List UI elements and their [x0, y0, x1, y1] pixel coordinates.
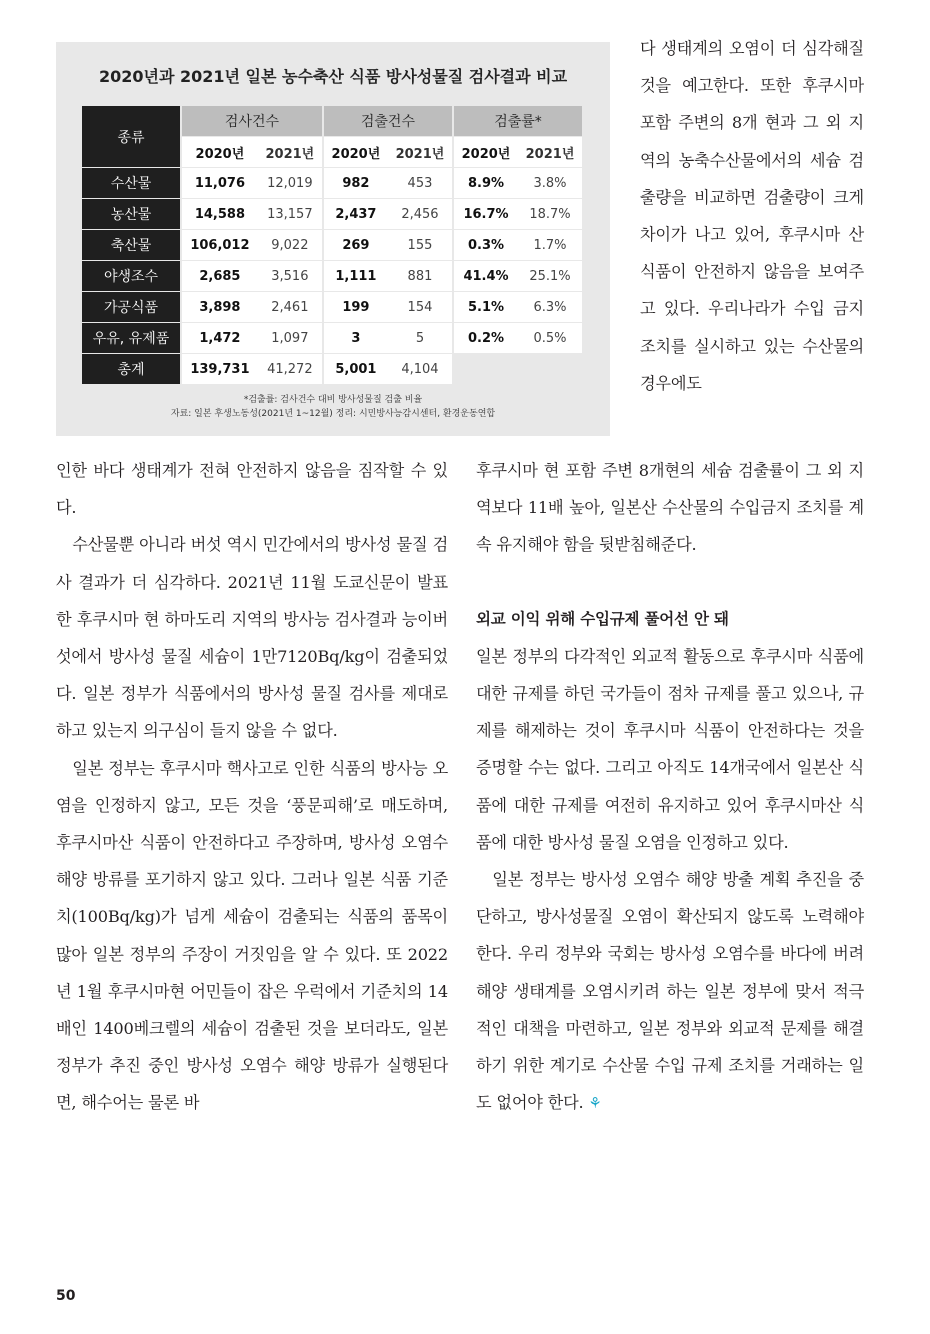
table-cell: 199	[323, 292, 388, 323]
table-cell-empty	[518, 354, 582, 385]
table-cell: 139,731	[181, 354, 258, 385]
table-row	[82, 199, 582, 230]
table-cell: 1.7%	[518, 230, 582, 261]
page-number: 50	[56, 1288, 76, 1304]
table-cell: 881	[388, 261, 453, 292]
table-cell: 3,516	[258, 261, 323, 292]
row-label: 축산물	[82, 230, 181, 261]
group-header-inspections: 검사건수	[181, 106, 323, 137]
table-cell: 2,437	[323, 199, 388, 230]
year-header: 2020년	[323, 137, 388, 168]
table-cell: 25.1%	[518, 261, 582, 292]
table-cell: 155	[388, 230, 453, 261]
table-cell: 0.5%	[518, 323, 582, 354]
table-cell: 8.9%	[453, 168, 518, 199]
end-mark-icon: ⚘	[588, 1094, 602, 1113]
column-header-type: 종류	[82, 106, 181, 168]
table-cell: 6.3%	[518, 292, 582, 323]
table-row	[82, 261, 582, 292]
table-cell: 12,019	[258, 168, 323, 199]
group-header-detections: 검출건수	[323, 106, 453, 137]
table-cell: 41,272	[258, 354, 323, 385]
table-cell: 9,022	[258, 230, 323, 261]
paragraph: 다 생태계의 오염이 더 심각해질 것을 예고한다. 또한 후쿠시마 포함 주변의 8개 현과 그 외 지역의 농축수산물에서의 세슘 검출량을 비교하면 검출량이 크게 차이가 나고 있어, 후쿠시마 산 식품이 안전하지 않음을 보여주고 있다. 우리나라가 수입 금지 조치를 실시하고 있는 수산물의 경우에도	[640, 39, 864, 393]
left-column	[56, 452, 448, 1122]
table-cell: 0.2%	[453, 323, 518, 354]
row-label: 총계	[82, 354, 181, 385]
paragraph-last	[476, 861, 864, 1122]
year-header: 2020년	[453, 137, 518, 168]
table-row	[82, 168, 582, 199]
year-header: 2021년	[258, 137, 323, 168]
paragraph: 수산물뿐 아니라 버섯 역시 민간에서의 방사성 물질 검사 결과가 더 심각하다. 2021년 11월 도쿄신문이 발표한 후쿠시마 현 하마도리 지역의 방사능 검사결과 능이버섯에서 방사성 물질 세슘이 1만7120Bq/kg이 검출되었다. 일본 정부가 식품에서의 방사성 물질 검사를 제대로 하고 있는지 의구심이 들지 않을 수 없다.	[56, 535, 448, 741]
row-label: 야생조수	[82, 261, 181, 292]
group-header-detection-rate: 검출률*	[453, 106, 582, 137]
table-cell: 2,461	[258, 292, 323, 323]
table-cell: 106,012	[181, 230, 258, 261]
row-label: 농산물	[82, 199, 181, 230]
table-cell: 269	[323, 230, 388, 261]
section-heading: 외교 이익 위해 수입규제 풀어선 안 돼	[476, 609, 729, 628]
row-label: 우유, 유제품	[82, 323, 181, 354]
table-cell: 5	[388, 323, 453, 354]
year-header: 2021년	[518, 137, 582, 168]
paragraph-text: 일본 정부는 방사성 오염수 해양 방출 계획 추진을 중단하고, 방사성물질 오염이 확산되지 않도록 노력해야 한다. 우리 정부와 국회는 방사성 오염수를 바다에 버려 해양 생태계를 오염시키려 하는 일본 정부에 맞서 적극적인 대책을 마련하고, 일본 정부와 외교적 문제를 해결하기 위한 계기로 수산물 수입 규제 조치를 거래하는 일도 없어야 한다.	[476, 870, 864, 1113]
right-column-top-text	[640, 30, 864, 402]
table-cell: 41.4%	[453, 261, 518, 292]
table-cell: 453	[388, 168, 453, 199]
inspection-results-table	[82, 106, 582, 385]
table-row-total	[82, 354, 582, 385]
table-cell: 0.3%	[453, 230, 518, 261]
table-cell-empty	[453, 354, 518, 385]
paragraph: 인한 바다 생태계가 전혀 안전하지 않음을 짐작할 수 있다.	[56, 461, 448, 518]
figure-title: 2020년과 2021년 일본 농수축산 식품 방사성물질 검사결과 비교	[98, 67, 568, 86]
table-cell: 1,097	[258, 323, 323, 354]
table-cell: 16.7%	[453, 199, 518, 230]
paragraph: 일본 정부는 후쿠시마 핵사고로 인한 식품의 방사능 오염을 인정하지 않고, 모든 것을 ‘풍문피해’로 매도하며, 후쿠시마산 식품이 안전하다고 주장하며, 방사성 오염수 해양 방류를 포기하지 않고 있다. 그러나 일본 식품 기준치(100Bq/kg)가 넘게 세슘이 검출되는 식품의 품목이 많아 일본 정부의 주장이 거짓임을 알 수 있다. 또 2022년 1월 후쿠시마현 어민들이 잡은 우럭에서 기준치의 14배인 1400베크렐의 세슘이 검출된 것을 보더라도, 일본 정부가 추진 중인 방사성 오염수 해양 방류가 실행된다면, 해수어는 물론 바	[56, 758, 448, 1113]
table-cell: 3.8%	[518, 168, 582, 199]
year-header: 2020년	[181, 137, 258, 168]
comparison-table-figure	[56, 42, 610, 436]
table-cell: 4,104	[388, 354, 453, 385]
figure-footnote: *검출률: 검사건수 대비 방사성물질 검출 비율	[243, 395, 423, 405]
table-row	[82, 292, 582, 323]
table-cell: 3,898	[181, 292, 258, 323]
paragraph: 일본 정부의 다각적인 외교적 활동으로 후쿠시마 식품에 대한 규제를 하던 국가들이 점차 규제를 풀고 있으나, 규제를 해제하는 것이 후쿠시마 식품이 안전하다는 것을 증명할 수는 없다. 그리고 아직도 14개국에서 일본산 식품에 대한 규제를 여전히 유지하고 있어 후쿠시마산 식품에 대한 방사성 물질 오염을 인정하고 있다.	[476, 646, 864, 852]
table-cell: 5,001	[323, 354, 388, 385]
table-cell: 2,685	[181, 261, 258, 292]
right-column	[476, 452, 864, 1122]
table-cell: 3	[323, 323, 388, 354]
figure-source: 자료: 일본 후생노동성(2021년 1~12월) 정리: 시민방사능감시센터, 환경운동연합	[170, 409, 496, 419]
table-cell: 13,157	[258, 199, 323, 230]
table-row	[82, 230, 582, 261]
table-cell: 5.1%	[453, 292, 518, 323]
year-header: 2021년	[388, 137, 453, 168]
table-cell: 154	[388, 292, 453, 323]
paragraph: 후쿠시마 현 포함 주변 8개현의 세슘 검출률이 그 외 지역보다 11배 높아, 일본산 수산물의 수입금지 조치를 계속 유지해야 함을 뒷받침해준다.	[476, 461, 864, 555]
table-cell: 2,456	[388, 199, 453, 230]
table-cell: 14,588	[181, 199, 258, 230]
table-cell: 1,472	[181, 323, 258, 354]
table-cell: 18.7%	[518, 199, 582, 230]
row-label: 가공식품	[82, 292, 181, 323]
table-row	[82, 323, 582, 354]
table-cell: 982	[323, 168, 388, 199]
row-label: 수산물	[82, 168, 181, 199]
table-cell: 1,111	[323, 261, 388, 292]
table-cell: 11,076	[181, 168, 258, 199]
